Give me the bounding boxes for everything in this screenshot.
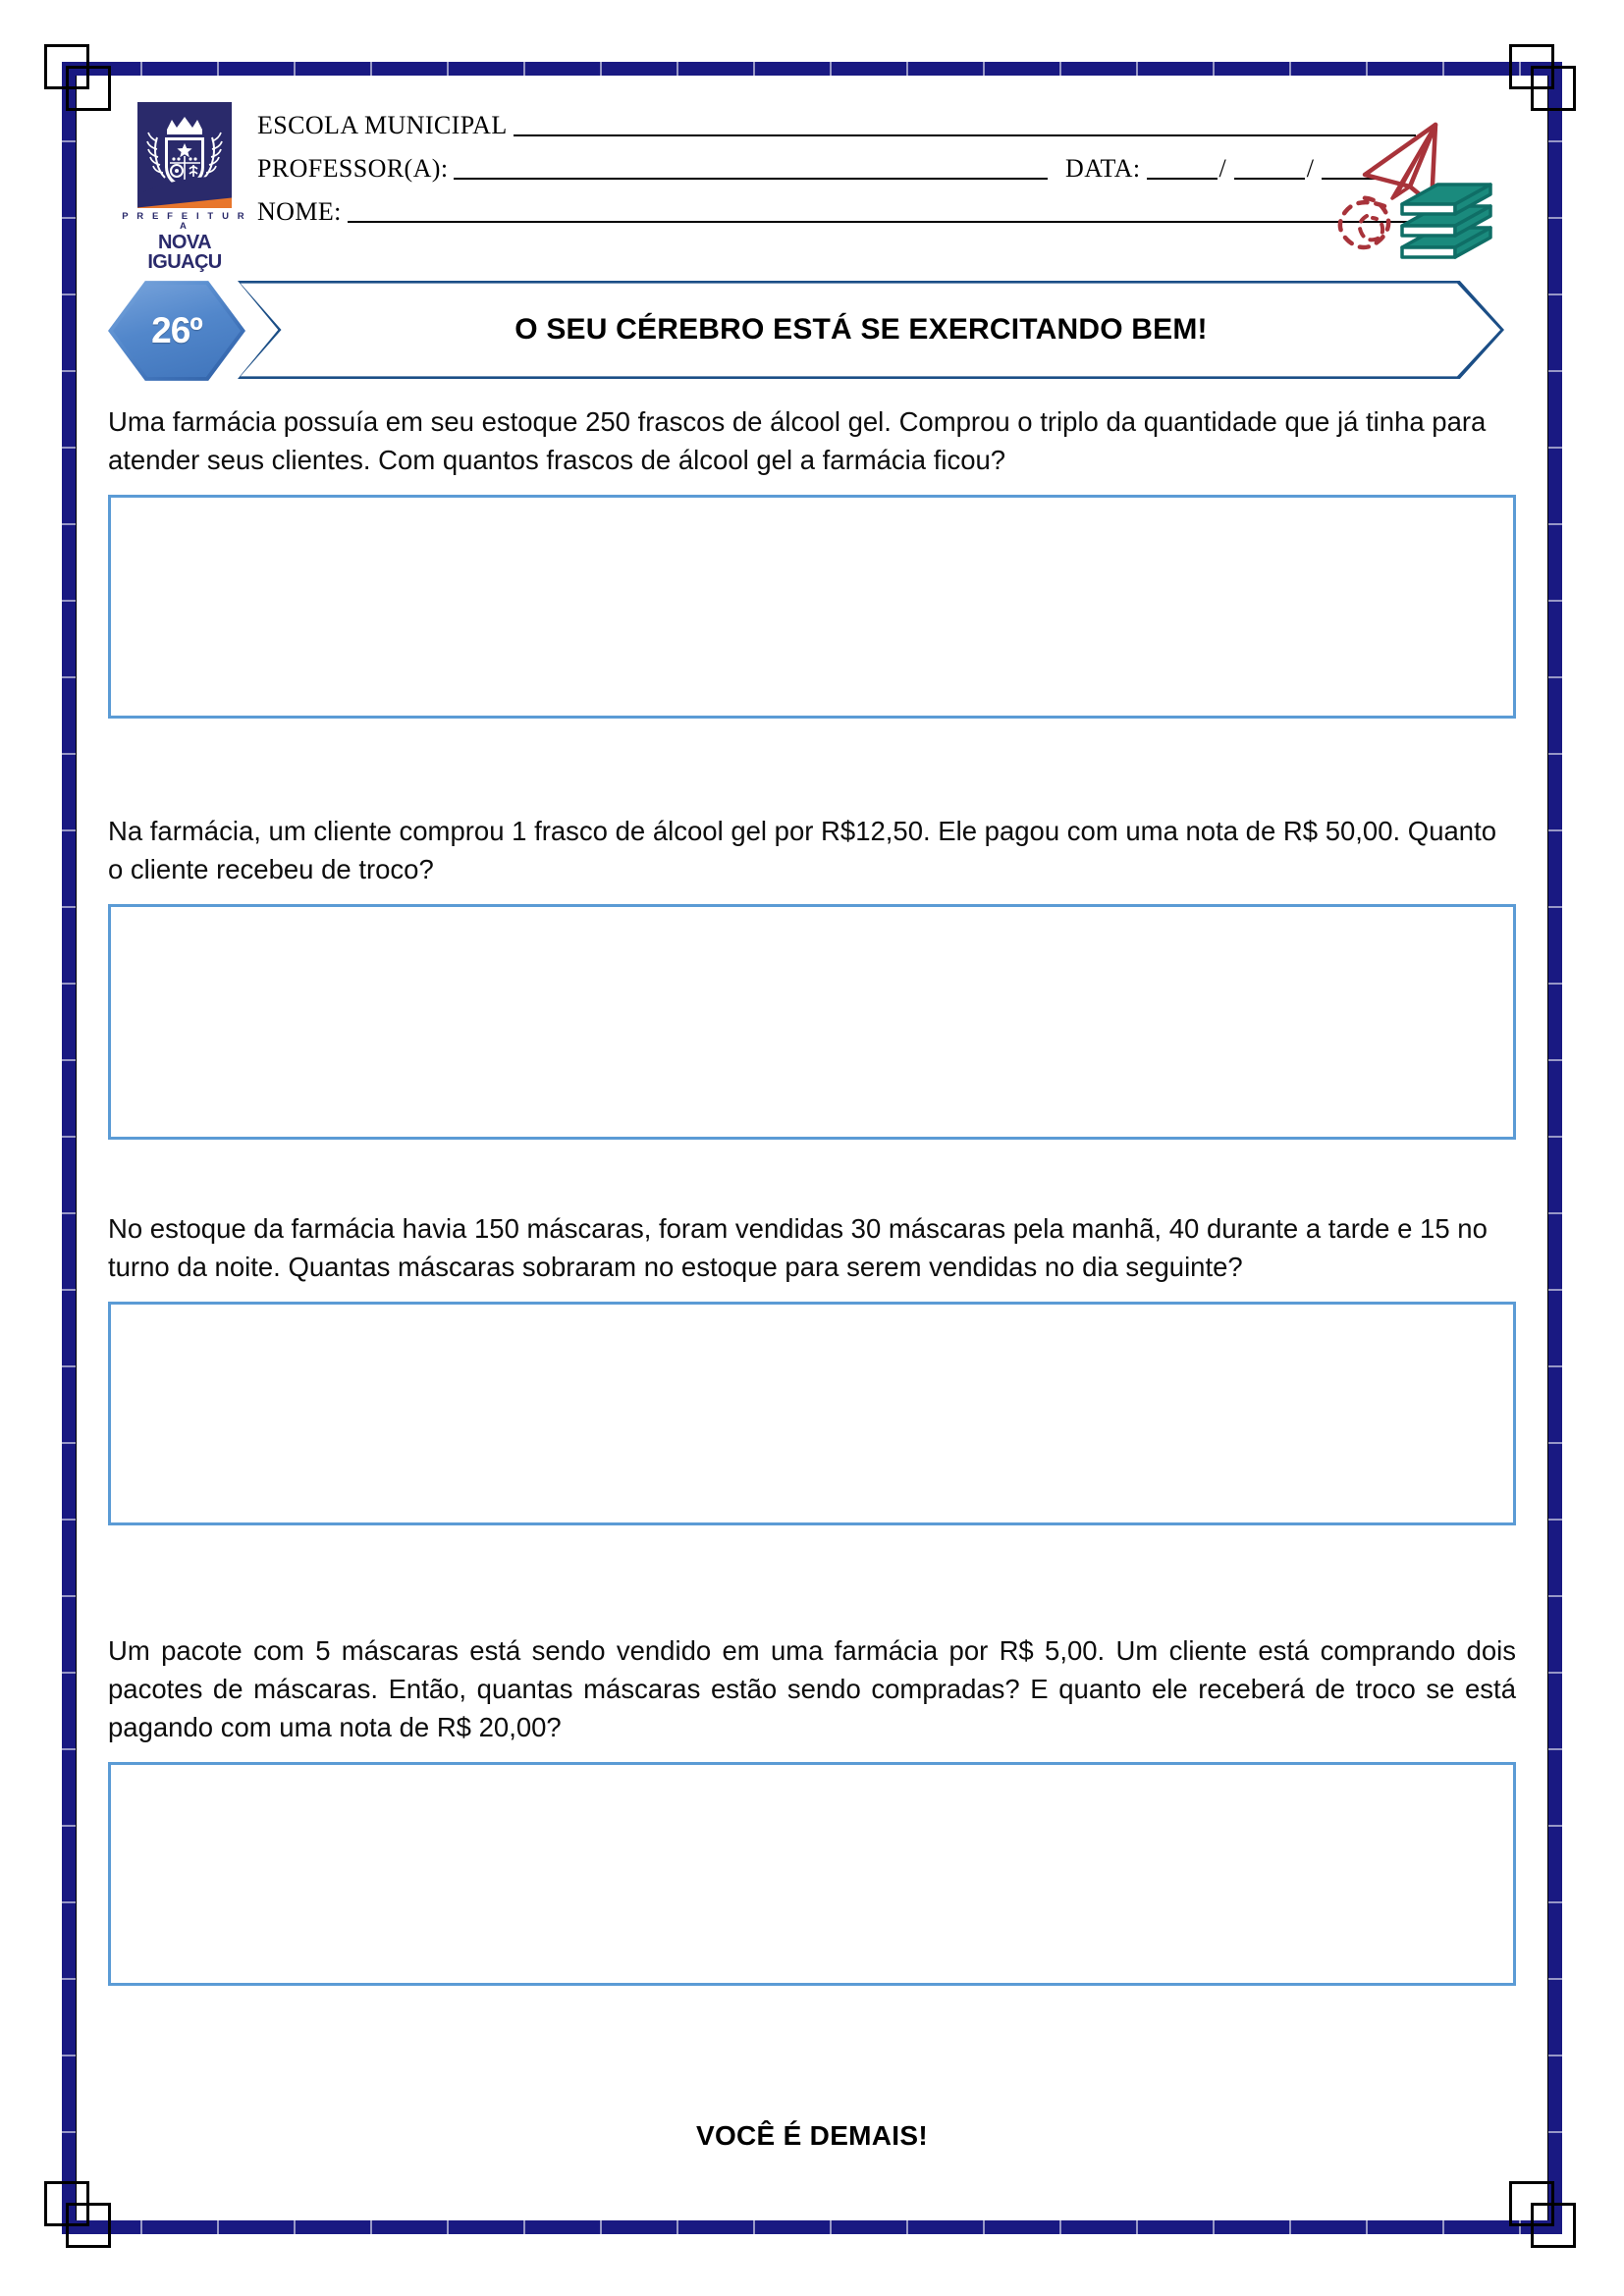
field-escola-municipal	[257, 98, 1416, 141]
question-text-1: Uma farmácia possuía em seu estoque 250 frascos de álcool gel. Comprou o triplo da quantidade que já tinha para atender seus clientes. Com quantos frascos de álcool gel a farmácia ficou?	[108, 406, 1487, 476]
coat-of-arms-icon	[137, 102, 232, 208]
field-professor	[257, 141, 1416, 185]
answer-box-1[interactable]	[108, 495, 1516, 719]
field-label-nome: NOME:	[257, 197, 342, 226]
activity-number-badge	[108, 279, 245, 383]
brand-line-1: P R E F E I T U R A	[122, 211, 247, 232]
field-input-data-mes[interactable]	[1234, 178, 1305, 180]
field-input-escola[interactable]	[514, 134, 1416, 136]
date-separator-2: /	[1306, 154, 1314, 183]
question-block-2	[90, 812, 1534, 1140]
field-label-escola: ESCOLA MUNICIPAL	[257, 111, 508, 139]
question-block-3	[90, 1209, 1534, 1525]
prefeitura-logo	[120, 102, 249, 273]
field-input-professor[interactable]	[454, 178, 1048, 180]
title-banner-zone	[90, 277, 1534, 385]
question-text-3: No estoque da farmácia havia 150 máscaras, foram vendidas 30 máscaras pela manhã, 40 durante a tarde e 15 no turno da noite. Quantas máscaras sobraram no estoque para serem vendidas no dia seguinte?	[108, 1213, 1488, 1283]
answer-box-4[interactable]	[108, 1762, 1516, 1986]
field-nome	[257, 185, 1416, 228]
title-banner	[238, 281, 1504, 379]
banner-title: O SEU CÉREBRO ESTÁ SE EXERCITANDO BEM!	[514, 313, 1208, 346]
field-label-data: DATA:	[1065, 154, 1141, 183]
brand-line-2: NOVA IGUAÇU	[147, 232, 222, 273]
worksheet-header	[90, 90, 1534, 273]
answer-box-3[interactable]	[108, 1302, 1516, 1525]
question-text-4: Um pacote com 5 máscaras está sendo vendido em uma farmácia por R$ 5,00. Um cliente está comprando dois pacotes de máscaras. Então, quantas máscaras estão sendo compradas? E quanto ele receberá de troco se está pagando com uma nota de R$ 20,00?	[108, 1635, 1516, 1743]
header-fields	[257, 98, 1416, 228]
date-separator-1: /	[1218, 154, 1226, 183]
activity-number-label: 26º	[151, 310, 202, 350]
field-label-professor: PROFESSOR(A):	[257, 154, 449, 183]
answer-box-2[interactable]	[108, 904, 1516, 1140]
question-block-4	[90, 1631, 1534, 1986]
paper-plane-and-books-icon	[1308, 100, 1504, 272]
question-block-1	[90, 402, 1534, 719]
brand-text	[120, 212, 249, 272]
footer-message: VOCÊ É DEMAIS!	[695, 2120, 928, 2151]
question-text-2: Na farmácia, um cliente comprou 1 frasco de álcool gel por R$12,50. Ele pagou com uma nota de R$ 50,00. Quanto o cliente recebeu de troco?	[108, 816, 1497, 885]
worksheet-content	[90, 90, 1534, 2206]
field-input-nome[interactable]	[348, 221, 1416, 223]
field-input-data-dia[interactable]	[1147, 178, 1218, 180]
